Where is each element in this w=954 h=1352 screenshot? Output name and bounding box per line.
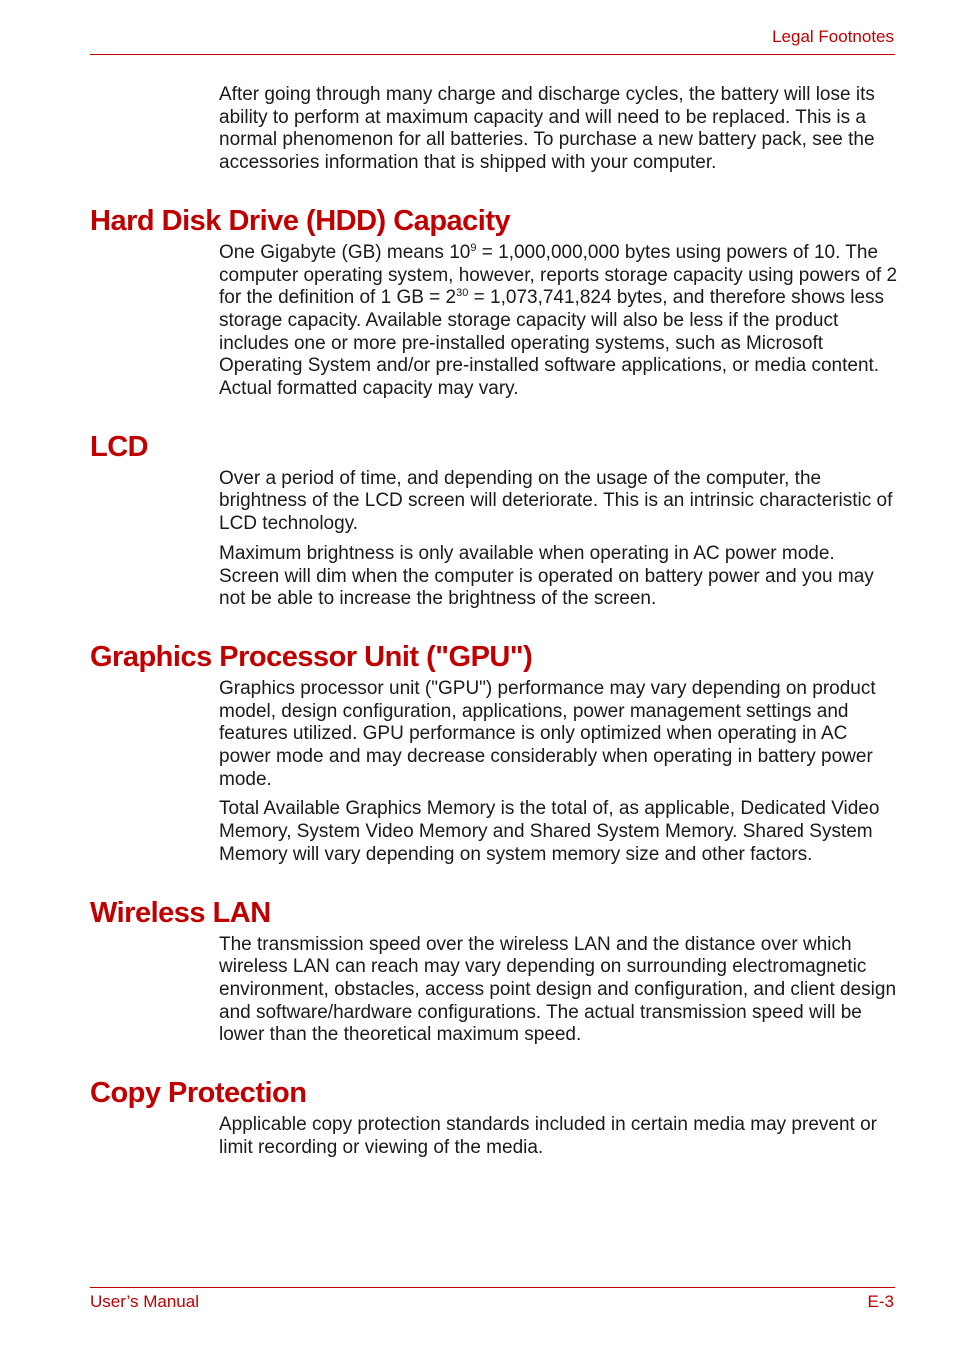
hdd-paragraph	[219, 242, 900, 401]
hdd-exponent-30: 30	[456, 287, 469, 300]
header-rule	[90, 54, 895, 55]
section-copy-protection	[90, 1076, 900, 1159]
section-heading-gpu: Graphics Processor Unit ("GPU")	[90, 640, 533, 673]
lcd-paragraph-1: Over a period of time, and depending on the usage of the computer, the brightness of the LCD screen will deteriorate. This is an intrinsic characteristic of LCD technology.	[219, 467, 893, 535]
gpu-paragraph-2: Total Available Graphics Memory is the total of, as applicable, Dedicated Video Memory, System Video Memory and Shared System Memory. Shared System Memory will vary depending on system memory size and other factors.	[219, 798, 880, 865]
section-heading-lcd: LCD	[90, 430, 149, 463]
hdd-text-c: = 1,073,741,824 bytes, and therefore shows less storage capacity. Available storage capacity will also be less if the product includes one or more pre-installed operating systems, such as Microsoft Operating System and/or pre-installed software applications, or media content. Actual formatted capacity may vary.	[219, 287, 885, 400]
wlan-paragraph: The transmission speed over the wireless LAN and the distance over which wireless LAN can reach may vary depending on surrounding electromagnetic environment, obstacles, access point design and configuration, and client design and software/hardware configurations. The actual transmission speed will be lower than the theoretical maximum speed.	[219, 933, 897, 1046]
section-lcd	[90, 430, 900, 611]
footer-manual-title: User’s Manual	[90, 1292, 199, 1311]
section-heading-hdd: Hard Disk Drive (HDD) Capacity	[90, 204, 511, 237]
section-hdd-capacity	[90, 204, 900, 401]
lcd-paragraph-2: Maximum brightness is only available when operating in AC power mode. Screen will dim when the computer is operated on battery power and you may not be able to increase the brightness of the screen.	[219, 542, 874, 610]
page-content	[90, 84, 900, 1160]
copy-protection-paragraph: Applicable copy protection standards included in certain media may prevent or limit recording or viewing of the media.	[219, 1114, 877, 1158]
gpu-paragraph-1: Graphics processor unit ("GPU") performance may vary depending on product model, design configuration, applications, power management settings and features utilized. GPU performance is only optimized when operating in AC power mode and may decrease considerably when operating in battery power mode.	[219, 677, 876, 790]
footer-page-number: E-3	[867, 1292, 894, 1311]
hdd-text-b: = 1,000,000,000 bytes using powers of 10. The computer operating system, however, reports storage capacity using powers of 2 for the definition of 1 GB = 2	[219, 241, 898, 309]
running-header-title: Legal Footnotes	[772, 27, 894, 46]
hdd-exponent-9: 9	[470, 241, 477, 254]
hdd-text-a: One Gigabyte (GB) means 10	[219, 241, 471, 263]
intro-paragraph: After going through many charge and discharge cycles, the battery will lose its ability to perform at maximum capacity and will need to be replaced. This is a normal phenomenon for all batteries. To purchase a new battery pack, see the accessories information that is shipped with your computer.	[219, 84, 875, 174]
section-heading-copy-protection: Copy Protection	[90, 1077, 307, 1110]
section-wireless-lan	[90, 896, 900, 1048]
footer-rule	[90, 1287, 895, 1288]
section-heading-wireless-lan: Wireless LAN	[90, 896, 271, 929]
section-gpu	[90, 640, 900, 867]
